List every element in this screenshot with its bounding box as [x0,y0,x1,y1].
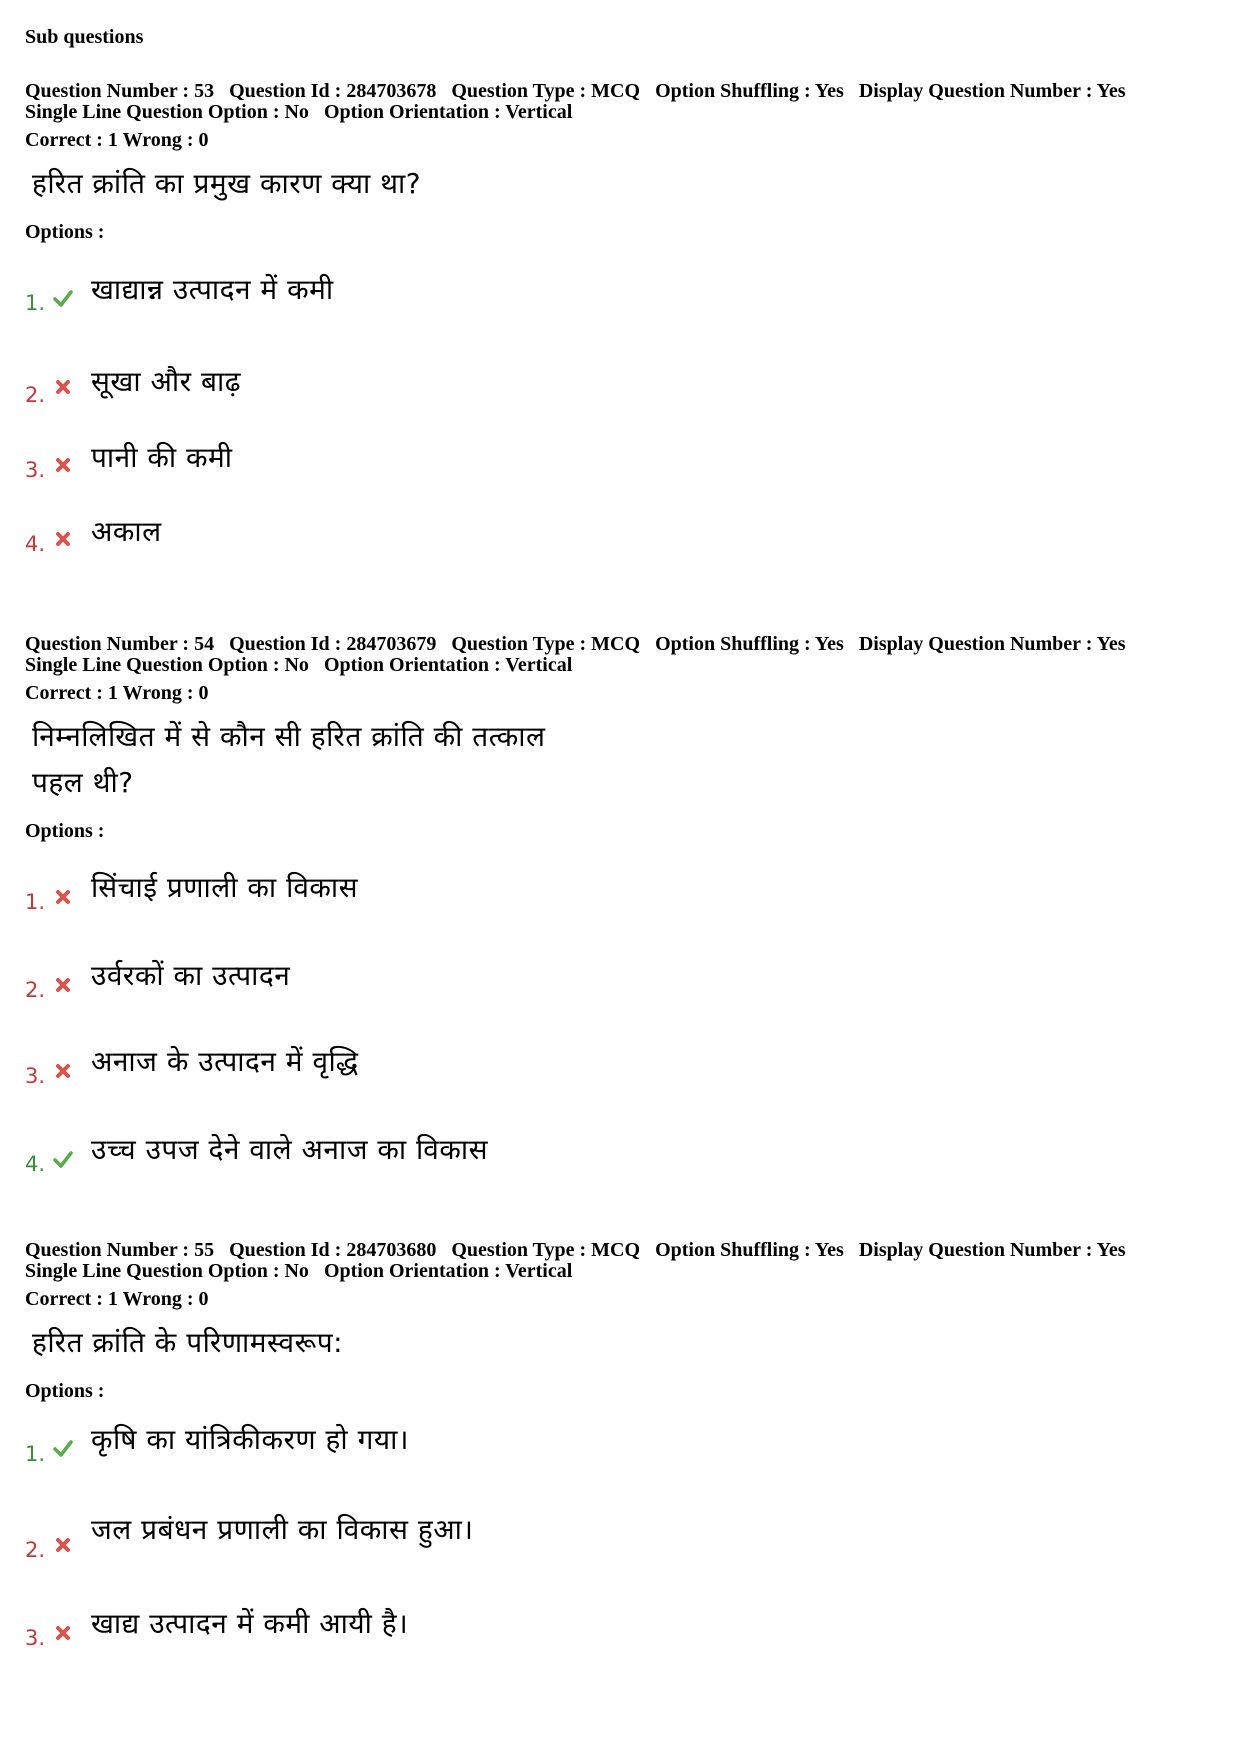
section-title: Sub questions [25,26,144,48]
option-item [25,956,1215,1016]
option-text: उर्वरकों का उत्पादन [91,959,291,992]
option-number: 1. [25,1442,46,1466]
score-line [25,1289,1215,1310]
option-number: 2. [25,978,46,1002]
wrong-score: Wrong : 0 [122,1288,209,1310]
single-line-option: Single Line Question Option : No [25,654,309,676]
option-text: खाद्य उत्पादन में कमी आयी है। [91,1607,409,1640]
check-icon [52,1149,74,1171]
cross-icon [52,1534,74,1556]
question-block-53 [25,81,1215,243]
question-text-line: निम्नलिखित में से कौन सी हरित क्रांति की तत्काल [32,720,546,753]
option-item [25,1130,1215,1190]
question-meta-line-2 [25,655,1215,676]
option-text: सूखा और बाढ़ [91,365,241,398]
question-number: Question Number : 55 [25,1239,215,1261]
option-shuffling: Option Shuffling : Yes [655,80,844,102]
option-item [25,270,1215,330]
question-text-line: हरित क्रांति का प्रमुख कारण क्या था? [32,167,422,200]
question-text [32,161,1215,207]
option-item [25,868,1215,928]
check-icon [52,1438,74,1460]
check-icon [52,288,74,310]
options-label: Options : [25,221,105,243]
options-list-53 [25,270,1215,570]
wrong-score: Wrong : 0 [122,129,209,151]
cross-icon [52,1060,74,1082]
option-text: खाद्यान्न उत्पादन में कमी [91,273,334,306]
option-number: 2. [25,1538,46,1562]
question-block-55 [25,1240,1215,1402]
option-shuffling: Option Shuffling : Yes [655,1239,844,1261]
question-type: Question Type : MCQ [451,1239,641,1261]
question-text-line: पहल थी? [32,766,134,799]
correct-score: Correct : 1 [25,1288,118,1310]
correct-score: Correct : 1 [25,129,118,151]
single-line-option: Single Line Question Option : No [25,101,309,123]
question-meta-line-2 [25,102,1215,123]
option-item [25,1420,1215,1480]
option-text: अकाल [91,515,162,548]
options-list-55 [25,1420,1215,1680]
cross-icon [52,1622,74,1644]
cross-icon [52,886,74,908]
option-text: कृषि का यांत्रिकीकरण हो गया। [91,1423,409,1456]
options-label: Options : [25,1380,105,1402]
question-block-54 [25,634,1215,842]
option-number: 3. [25,458,46,482]
question-meta-line-1 [25,81,1215,102]
option-number: 1. [25,890,46,914]
cross-icon [52,528,74,550]
option-item [25,441,1215,506]
option-item [25,515,1215,582]
option-text: सिंचाई प्रणाली का विकास [91,871,359,904]
question-meta-line-1 [25,1240,1215,1261]
question-type: Question Type : MCQ [451,80,641,102]
question-meta-line-2 [25,1261,1215,1282]
question-number: Question Number : 54 [25,633,215,655]
question-id: Question Id : 284703678 [229,80,437,102]
option-item [25,362,1215,422]
option-text: पानी की कमी [91,441,233,474]
question-meta-line-1 [25,634,1215,655]
option-number: 4. [25,532,46,556]
question-number: Question Number : 53 [25,80,215,102]
display-question-number: Display Question Number : Yes [858,1239,1126,1261]
score-line [25,683,1215,704]
options-list-54 [25,868,1215,1188]
option-item [25,1606,1215,1666]
option-number: 2. [25,383,46,407]
option-item [25,1042,1215,1102]
question-id: Question Id : 284703679 [229,633,437,655]
options-label: Options : [25,820,105,842]
single-line-option: Single Line Question Option : No [25,1260,309,1282]
correct-score: Correct : 1 [25,682,118,704]
question-text-line: हरित क्रांति के परिणामस्वरूप: [32,1326,344,1359]
option-orientation: Option Orientation : Vertical [323,1260,573,1282]
display-question-number: Display Question Number : Yes [858,633,1126,655]
cross-icon [52,974,74,996]
cross-icon [52,376,74,398]
score-line [25,130,1215,151]
option-number: 3. [25,1626,46,1650]
option-number: 3. [25,1064,46,1088]
question-text [32,1320,1215,1366]
question-text [32,714,1215,806]
option-number: 1. [25,291,46,315]
wrong-score: Wrong : 0 [122,682,209,704]
option-shuffling: Option Shuffling : Yes [655,633,844,655]
option-text: जल प्रबंधन प्रणाली का विकास हुआ। [91,1513,474,1546]
option-text: अनाज के उत्पादन में वृद्धि [91,1045,359,1078]
option-text: उच्च उपज देने वाले अनाज का विकास [91,1133,489,1166]
question-id: Question Id : 284703680 [229,1239,437,1261]
option-orientation: Option Orientation : Vertical [323,654,573,676]
option-orientation: Option Orientation : Vertical [323,101,573,123]
option-number: 4. [25,1152,46,1176]
question-type: Question Type : MCQ [451,633,641,655]
display-question-number: Display Question Number : Yes [858,80,1126,102]
cross-icon [52,454,74,476]
option-item [25,1513,1215,1576]
